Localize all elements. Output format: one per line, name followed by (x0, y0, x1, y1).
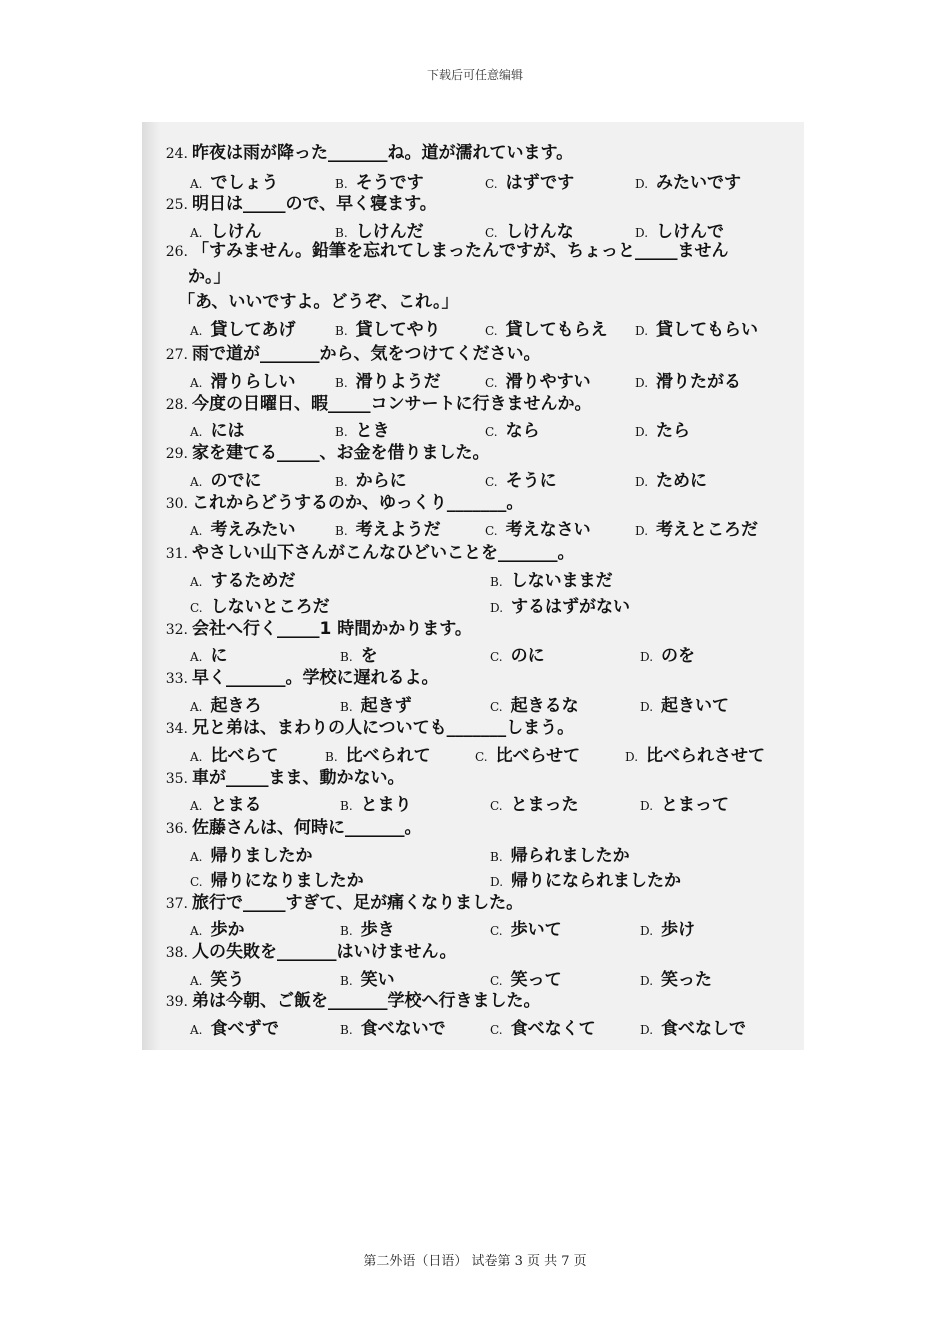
option-text: そうに (505, 471, 557, 491)
option-label: C. (490, 700, 503, 714)
answer-option[interactable] (635, 416, 690, 441)
answer-option[interactable] (190, 641, 227, 666)
answer-option[interactable] (485, 315, 608, 340)
answer-option[interactable] (485, 367, 591, 392)
option-text: 笑って (510, 970, 562, 990)
answer-option[interactable] (190, 1014, 279, 1039)
option-text: 起きいて (661, 696, 730, 716)
question-stem-line (150, 492, 800, 515)
option-label: B. (340, 650, 353, 664)
option-label: A. (190, 974, 203, 988)
answer-option[interactable] (635, 466, 707, 491)
answer-option[interactable] (490, 566, 613, 591)
option-label: B. (340, 924, 353, 938)
option-text: 歩いて (510, 920, 562, 940)
option-label: A. (190, 524, 203, 538)
question-stem-line (150, 767, 800, 790)
question-number: 25. (165, 197, 188, 213)
option-label: B. (335, 425, 348, 439)
page-footer: 第二外语（日语） 试卷第 3 页 共 7 页 (363, 1254, 587, 1269)
answer-options-row (190, 965, 800, 989)
option-label: D. (490, 601, 504, 615)
option-label: D. (635, 226, 649, 240)
answer-option[interactable] (635, 217, 724, 242)
answer-option[interactable] (635, 367, 741, 392)
question-stem: 雨で道が_______から、気をつけてください。 (192, 344, 541, 364)
question-stem-line (150, 892, 800, 915)
option-text: なら (505, 421, 540, 441)
option-text: 食べないで (360, 1019, 446, 1039)
answer-option[interactable] (635, 168, 741, 193)
option-label: C. (485, 324, 498, 338)
answer-option[interactable] (190, 315, 295, 340)
option-label: B. (335, 324, 348, 338)
answer-option[interactable] (190, 217, 261, 242)
option-label: A. (190, 425, 203, 439)
option-label: C. (190, 601, 203, 615)
option-label: C. (485, 524, 498, 538)
answer-option[interactable] (640, 790, 729, 815)
question-stem: 車が_____まま、動かない。 (192, 768, 405, 788)
option-text: 起きろ (210, 696, 262, 716)
option-label: C. (485, 475, 498, 489)
option-label: A. (190, 700, 203, 714)
answer-options-row (190, 416, 800, 440)
answer-option[interactable] (340, 641, 378, 666)
option-label: A. (190, 850, 203, 864)
answer-options-row (190, 592, 800, 616)
option-text: 滑りやすい (505, 372, 591, 392)
option-text: のでに (210, 471, 262, 491)
answer-options-row (190, 217, 800, 241)
option-text: 考えところだ (656, 520, 759, 540)
option-text: しないところだ (210, 597, 330, 617)
answer-option[interactable] (475, 741, 580, 766)
question-stem-line (150, 717, 800, 740)
option-label: B. (335, 226, 348, 240)
question-stem: 兄と弟は、まわりの人についても_______しまう。 (192, 718, 575, 738)
option-label: C. (490, 924, 503, 938)
option-text: に (210, 646, 228, 666)
option-label: D. (640, 974, 654, 988)
answer-option[interactable] (490, 790, 579, 815)
question-stem: 昨夜は雨が降った_______ね。道が濡れています。 (192, 143, 574, 163)
option-text: 笑った (661, 970, 713, 990)
option-text: そうです (355, 173, 424, 193)
answer-options-row (190, 466, 800, 490)
question-number: 32. (165, 622, 188, 638)
option-text: 歩け (661, 920, 696, 940)
question-number: 38. (165, 945, 188, 961)
answer-option[interactable] (190, 841, 312, 866)
answer-option[interactable] (635, 515, 758, 540)
question-stem: 今度の日曜日、暇_____コンサートに行きませんか。 (192, 394, 592, 414)
question-number: 28. (165, 397, 188, 413)
option-text: とまり (360, 795, 412, 815)
option-text: 帰りになりましたか (210, 871, 364, 891)
question-stem-cont: か。」 (188, 267, 231, 287)
option-text: 比べられさせて (646, 746, 766, 766)
option-text: しないままだ (510, 571, 613, 591)
question-stem: 旅行で_____すぎて、足が痛くなりました。 (192, 893, 524, 913)
answer-option[interactable] (640, 965, 712, 990)
question-stem: 人の失敗を_______はいけません。 (192, 942, 457, 962)
option-label: B. (335, 524, 348, 538)
answer-option[interactable] (190, 367, 295, 392)
answer-option[interactable] (335, 515, 441, 540)
question-stem-line (150, 240, 800, 263)
option-label: C. (490, 799, 503, 813)
option-label: C. (490, 650, 503, 664)
answer-option[interactable] (190, 416, 244, 441)
option-label: D. (635, 177, 649, 191)
option-text: しけんな (505, 222, 574, 242)
option-text: 起きるな (510, 696, 579, 716)
answer-option[interactable] (325, 741, 431, 766)
option-label: B. (325, 750, 338, 764)
question-stem: 家を建てる_____、お金を借りました。 (192, 443, 490, 463)
answer-options-row (190, 168, 800, 192)
option-label: D. (635, 475, 649, 489)
option-text: 貸してもらえ (505, 320, 608, 340)
question-number: 35. (165, 771, 188, 787)
option-text: 食べなしで (661, 1019, 747, 1039)
option-text: たら (656, 421, 691, 441)
answer-options-row (190, 566, 800, 590)
option-text: ために (656, 471, 708, 491)
option-text: とまる (210, 795, 262, 815)
answer-option[interactable] (190, 915, 244, 940)
answer-option[interactable] (190, 515, 295, 540)
option-text: 比べらて (210, 746, 279, 766)
option-text: 貸してもらい (656, 320, 759, 340)
question-stem-line (150, 142, 800, 165)
question-stem-line (150, 393, 800, 416)
answer-options-row (190, 866, 800, 890)
answer-option[interactable] (335, 168, 424, 193)
answer-option[interactable] (490, 691, 579, 716)
question-stem-line (150, 542, 800, 565)
option-label: B. (340, 799, 353, 813)
option-label: C. (485, 226, 498, 240)
option-text: 歩か (210, 920, 245, 940)
option-label: D. (490, 875, 504, 889)
answer-options-row (190, 367, 800, 391)
question-stem-line (150, 618, 800, 641)
option-text: しけん (210, 222, 262, 242)
answer-option[interactable] (190, 965, 244, 990)
answer-option[interactable] (335, 217, 424, 242)
option-text: するはずがない (511, 597, 631, 617)
answer-options-row (190, 691, 800, 715)
option-label: D. (635, 376, 649, 390)
question-number: 30. (165, 496, 188, 512)
answer-option[interactable] (640, 1014, 746, 1039)
question-stem: これからどうするのか、ゆっくり_______。 (192, 493, 524, 513)
option-text: 考えようだ (355, 520, 441, 540)
question-stem: 「すみません。鉛筆を忘れてしまったんですが、ちょっと_____ません (192, 241, 729, 261)
answer-option[interactable] (190, 691, 261, 716)
option-text: 滑りようだ (355, 372, 441, 392)
option-label: D. (640, 799, 654, 813)
option-text: 歩き (360, 920, 395, 940)
option-label: A. (190, 750, 203, 764)
option-label: B. (490, 850, 503, 864)
option-text: のを (661, 646, 696, 666)
option-text: からに (355, 471, 407, 491)
option-label: C. (490, 974, 503, 988)
answer-option[interactable] (340, 965, 395, 990)
question-number: 33. (165, 671, 188, 687)
answer-option[interactable] (490, 1014, 596, 1039)
option-text: 考えみたい (210, 520, 296, 540)
answer-options-row (190, 790, 800, 814)
question-stem-line (150, 343, 800, 366)
option-label: A. (190, 324, 203, 338)
answer-option[interactable] (340, 1014, 446, 1039)
option-label: C. (475, 750, 488, 764)
option-label: D. (640, 700, 654, 714)
option-text: とまって (661, 795, 730, 815)
option-text: 貸してあげ (210, 320, 296, 340)
option-label: D. (635, 425, 649, 439)
option-label: A. (190, 924, 203, 938)
answer-options-row (190, 841, 800, 865)
answer-option[interactable] (640, 915, 695, 940)
answer-option[interactable] (640, 691, 729, 716)
question-number: 26. (165, 244, 188, 260)
option-text: はずです (505, 173, 575, 193)
question-stem: 早く_______。学校に遅れるよ。 (192, 668, 439, 688)
option-text: みたいです (656, 173, 742, 193)
option-label: C. (485, 376, 498, 390)
option-text: には (210, 421, 245, 441)
answer-options-row (190, 915, 800, 939)
answer-option[interactable] (190, 866, 364, 891)
option-text: しけんで (656, 222, 725, 242)
question-stem-line (150, 990, 800, 1013)
question-stem: 弟は今朝、ご飯を_______学校へ行きました。 (192, 991, 541, 1011)
option-label: A. (190, 226, 203, 240)
question-number: 31. (165, 546, 188, 562)
option-text: 食べなくて (510, 1019, 596, 1039)
option-text: 比べらせて (495, 746, 581, 766)
question-stem: 佐藤さんは、何時に_______。 (192, 818, 422, 838)
option-label: B. (340, 700, 353, 714)
header-note: 下载后可任意编辑 (426, 68, 523, 82)
option-label: A. (190, 650, 203, 664)
question-number: 37. (165, 896, 188, 912)
question-stem-line (150, 667, 800, 690)
question-number: 39. (165, 994, 188, 1010)
option-text: 滑りらしい (210, 372, 296, 392)
question-stem: 会社へ行く_____1 時間かかります。 (192, 619, 472, 639)
option-label: C. (490, 1023, 503, 1037)
answer-options-row (190, 315, 800, 339)
answer-option[interactable] (485, 168, 574, 193)
answer-option[interactable] (190, 741, 278, 766)
answer-option[interactable] (490, 841, 630, 866)
option-label: C. (485, 425, 498, 439)
question-number: 27. (165, 347, 188, 363)
option-text: でしょう (210, 173, 279, 193)
answer-option[interactable] (625, 741, 765, 766)
option-label: B. (335, 376, 348, 390)
option-text: のに (510, 646, 545, 666)
question-stem-reply (178, 291, 828, 313)
option-text: 貸してやり (355, 320, 441, 340)
option-text: 笑い (360, 970, 395, 990)
answer-option[interactable] (335, 416, 390, 441)
question-reply: 「あ、いいですよ。どうぞ、これ。」 (178, 292, 459, 312)
answer-options-row (190, 1014, 800, 1038)
option-label: A. (190, 799, 203, 813)
answer-option[interactable] (335, 367, 441, 392)
answer-option[interactable] (485, 416, 540, 441)
option-text: しけんだ (355, 222, 424, 242)
question-stem: やさしい山下さんがこんなひどいことを_______。 (192, 543, 575, 563)
question-number: 36. (165, 821, 188, 837)
answer-option[interactable] (190, 592, 330, 617)
option-text: 食べずで (210, 1019, 279, 1039)
option-label: D. (635, 324, 649, 338)
option-label: D. (640, 924, 654, 938)
answer-options-row (190, 741, 800, 765)
question-stem: 明日は_____ので、早く寝ます。 (192, 194, 437, 214)
question-stem-line (150, 193, 800, 216)
option-label: A. (190, 1023, 203, 1037)
question-number: 34. (165, 721, 188, 737)
option-text: 考えなさい (505, 520, 591, 540)
answer-option[interactable] (335, 466, 407, 491)
answer-option[interactable] (190, 168, 278, 193)
answer-option[interactable] (485, 466, 557, 491)
option-label: B. (340, 1023, 353, 1037)
option-text: 滑りたがる (656, 372, 742, 392)
option-label: C. (190, 875, 203, 889)
option-text: 帰りましたか (210, 846, 313, 866)
answer-option[interactable] (490, 915, 562, 940)
answer-option[interactable] (635, 315, 758, 340)
option-text: 帰られましたか (510, 846, 630, 866)
answer-options-row (190, 641, 800, 665)
option-text: 起きず (360, 696, 412, 716)
option-label: A. (190, 475, 203, 489)
question-stem-continuation (188, 266, 838, 288)
option-text: とまった (510, 795, 579, 815)
answer-option[interactable] (340, 915, 395, 940)
answer-option[interactable] (490, 866, 681, 891)
answer-option[interactable] (485, 515, 591, 540)
option-text: するためだ (210, 571, 296, 591)
answer-option[interactable] (485, 217, 574, 242)
answer-option[interactable] (640, 641, 695, 666)
option-text: を (360, 646, 378, 666)
question-stem-line (150, 817, 800, 840)
answer-option[interactable] (190, 466, 261, 491)
option-label: D. (640, 650, 654, 664)
option-label: C. (485, 177, 498, 191)
answer-option[interactable] (190, 566, 295, 591)
option-text: 笑う (210, 970, 245, 990)
option-label: D. (640, 1023, 654, 1037)
option-label: B. (340, 974, 353, 988)
option-label: A. (190, 376, 203, 390)
question-number: 29. (165, 446, 188, 462)
option-text: とき (355, 421, 390, 441)
option-label: B. (335, 475, 348, 489)
question-stem-line (150, 941, 800, 964)
option-label: D. (625, 750, 639, 764)
answer-option[interactable] (335, 315, 441, 340)
answer-options-row (190, 515, 800, 539)
option-label: B. (490, 575, 503, 589)
answer-option[interactable] (340, 790, 412, 815)
option-label: B. (335, 177, 348, 191)
answer-option[interactable] (490, 641, 545, 666)
option-label: A. (190, 177, 203, 191)
answer-option[interactable] (340, 691, 412, 716)
question-number: 24. (165, 146, 188, 162)
option-text: 帰りになられましたか (511, 871, 682, 891)
option-text: 比べられて (345, 746, 431, 766)
answer-option[interactable] (490, 592, 630, 617)
option-label: A. (190, 575, 203, 589)
question-stem-line (150, 442, 800, 465)
option-label: D. (635, 524, 649, 538)
answer-option[interactable] (190, 790, 261, 815)
answer-option[interactable] (490, 965, 562, 990)
